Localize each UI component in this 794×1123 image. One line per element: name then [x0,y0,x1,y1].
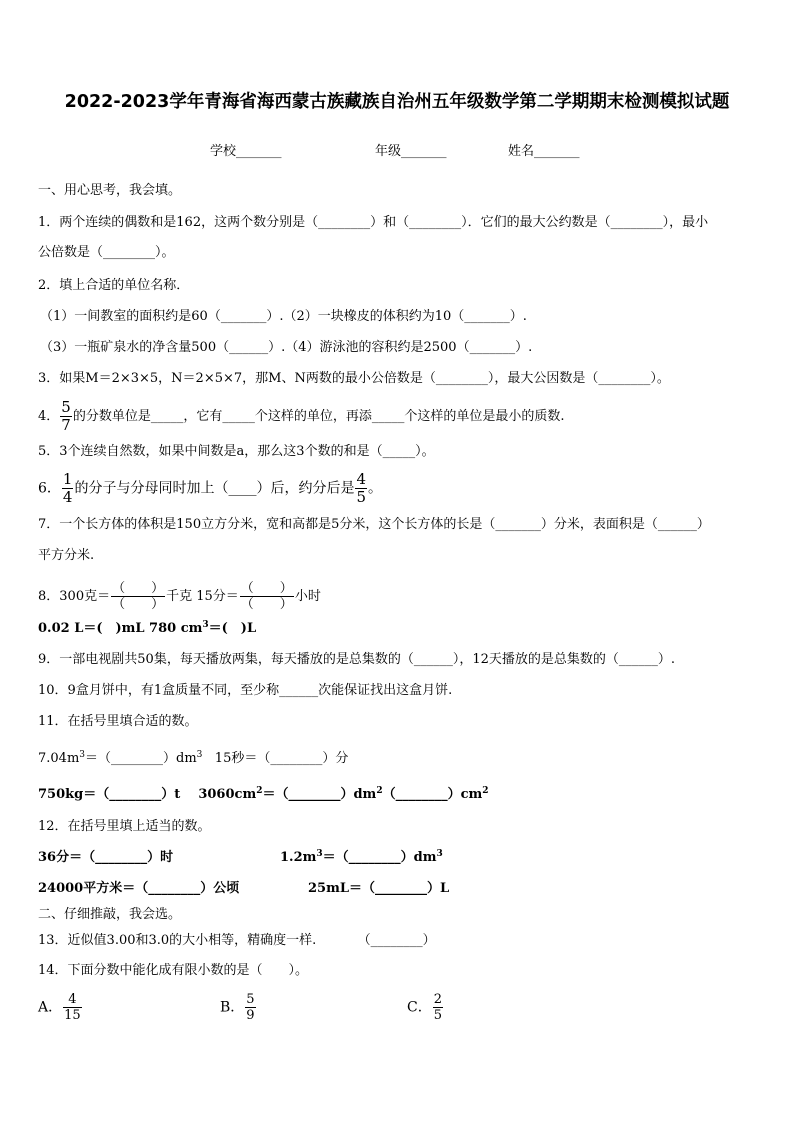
option-a[interactable] [38,993,83,1022]
blank-numerator: （ ） [112,581,165,596]
question-1-line-1: 1．两个连续的偶数和是162，这两个数分别是（________）和（________）．它们的最大公约数是（________），最小 [38,215,709,230]
question-12-line-2-right: 25mL＝（________）L [308,881,450,896]
question-4-number: 4． [38,409,60,424]
question-7-line-1: 7．一个长方体的体积是150立方分米，宽和高都是5分米，这个长方体的长是（_______）分米，表面积是（______） [38,517,710,532]
question-11: 11．在括号里填合适的数。 [38,714,198,729]
option-label: A． [38,999,63,1016]
superscript: 2 [256,786,263,796]
option-fraction [433,993,443,1022]
fraction-numerator: 1 [62,470,73,488]
blank-denominator: （ ） [112,597,165,612]
question-11-line-1-part-1: 7.04m [38,751,80,766]
question-9: 9．一部电视剧共50集，每天播放两集，每天播放的是总集数的（______），12天播放的是总集数的（______）. [38,652,675,667]
superscript: 3 [436,849,443,859]
question-6-end: 。 [368,480,383,497]
question-11-line-1-part-2: ＝（________）dm [85,751,197,766]
name-field: 姓名_______ [508,144,580,159]
question-11-line-2-part-1: 750kg＝（________）t 3060cm [38,787,257,802]
question-8-part-3: 小时 [294,589,321,604]
fraction-numerator: 2 [433,992,442,1007]
question-3: 3．如果M＝2×3×5，N＝2×5×7，那M、N两数的最小公倍数是（________），最大公因数是（________）。 [38,371,670,386]
option-fraction [245,993,255,1022]
fraction-4-5 [355,472,367,505]
fraction-denominator: 4 [62,488,73,506]
option-c[interactable] [407,993,444,1022]
option-fraction [63,993,82,1022]
blank-fraction [240,582,294,611]
fraction-denominator: 7 [61,416,71,434]
superscript: 3 [196,750,203,760]
question-10: 10．9盒月饼中，有1盒质量不同，至少称______次能保证找出这盒月饼. [38,683,453,698]
question-12-line-1-right [280,849,443,867]
superscript: 3 [79,750,86,760]
section-1-heading: 一、用心思考，我会填。 [38,183,182,198]
blank-fraction [111,582,165,611]
fraction-numerator: 4 [68,992,77,1007]
question-8-line-2-part-2: ＝( )L [208,621,257,636]
question-13: 13．近似值3.00和3.0的大小相等，精确度一样. （________） [38,933,436,948]
superscript: 3 [202,620,209,630]
question-2-line-2: （3）一瓶矿泉水的净含量500（______）.（4）游泳池的容积约是2500（_______）. [40,340,533,355]
fraction-denominator: 9 [246,1008,255,1023]
grade-field: 年级_______ [375,144,447,159]
question-11-line-2-part-3: （________）cm [382,787,483,802]
fraction-denominator: 5 [356,488,367,506]
question-8 [38,582,321,611]
question-4-text: 的分数单位是_____，它有_____个这样的单位，再添_____个这样的单位是最小的质数. [72,409,565,424]
question-6-text: 的分子与分母同时加上（____）后，约分后是 [74,480,355,497]
fraction-numerator: 5 [246,992,255,1007]
question-8-line-2-part-1: 0.02 L＝( )mL 780 cm [38,621,203,636]
question-8-part-2: 千克 15分＝ [166,589,239,604]
question-6-number: 6． [38,480,61,497]
section-2-heading: 二、仔细推敲，我会选。 [38,907,182,922]
superscript: 2 [376,786,383,796]
school-field: 学校_______ [210,144,282,159]
fraction-5-7 [60,400,72,433]
question-12-line-1-left: 36分＝（________）时 [38,850,174,865]
option-label: B． [220,999,245,1016]
superscript: 2 [482,786,489,796]
question-2: 2．填上合适的单位名称． [38,278,190,293]
question-12-line-2-left: 24000平方米＝（________）公顷 [38,881,240,896]
question-1-line-2: 公倍数是（________）。 [38,245,175,260]
fraction-1-4 [62,472,74,505]
question-11-line-2-part-2: ＝（________）dm [262,787,377,802]
question-11-line-1 [38,750,348,768]
blank-denominator: （ ） [240,597,293,612]
fraction-numerator: 4 [356,470,367,488]
question-7-line-2: 平方分米. [38,548,95,563]
fraction-denominator: 5 [433,1008,442,1023]
page-title: 2022-2023学年青海省海西蒙古族藏族自治州五年级数学第二学期期末检测模拟试题 [64,92,730,112]
superscript: 3 [316,849,323,859]
question-8-part-1: 8．300克＝ [38,589,111,604]
question-11-line-2 [38,786,489,804]
question-12-line-1-part-2: ＝（________）dm [322,850,437,865]
fraction-denominator: 15 [64,1008,81,1023]
question-12-line-1-part-1: 1.2m [280,850,317,865]
option-b[interactable] [220,993,257,1022]
question-11-line-1-part-3: 15秒＝（________）分 [202,751,349,766]
question-4 [38,400,564,433]
question-6 [38,472,382,505]
question-5: 5．3个连续自然数，如果中间数是a，那么这3个数的和是（_____）。 [38,444,435,459]
blank-numerator: （ ） [240,581,293,596]
option-label: C． [407,999,432,1016]
question-14: 14．下面分数中能化成有限小数的是（ ）。 [38,963,309,978]
question-2-line-1: （1）一间教室的面积约是60（_______）.（2）一块橡皮的体积约为10（_______）. [40,309,527,324]
question-8-line-2 [38,620,256,638]
fraction-numerator: 5 [61,398,71,416]
question-12: 12．在括号里填上适当的数。 [38,819,211,834]
student-info [210,140,580,159]
